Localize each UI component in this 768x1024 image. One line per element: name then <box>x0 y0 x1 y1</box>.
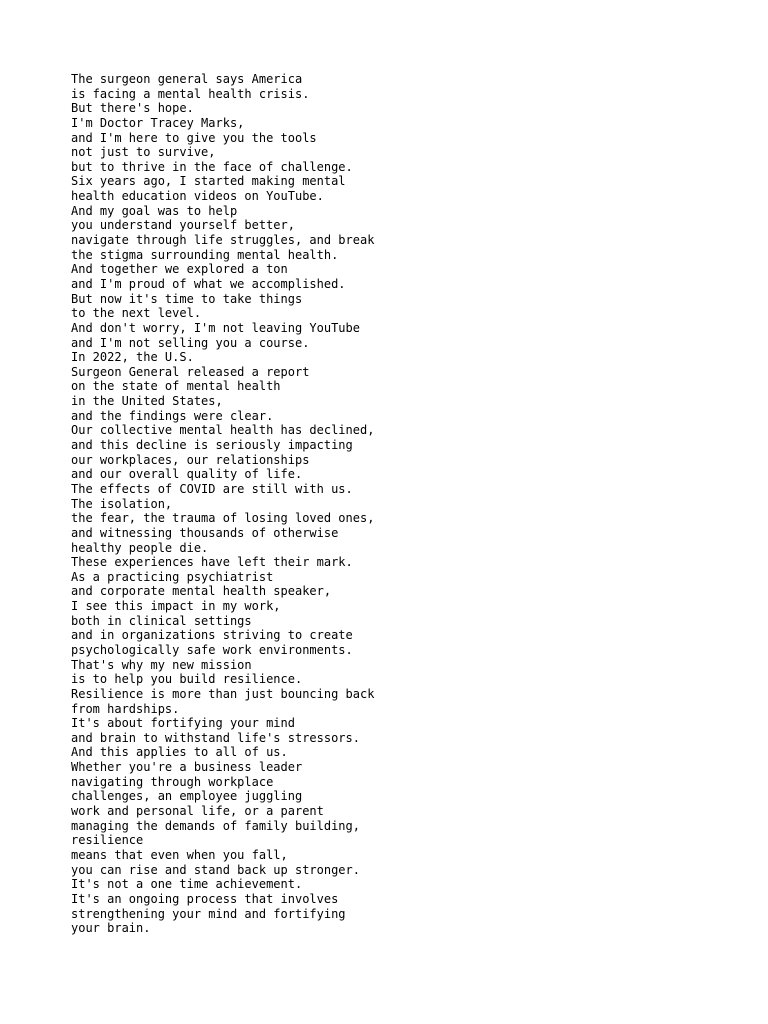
transcript-line: and witnessing thousands of otherwise <box>71 525 339 540</box>
transcript-line: resilience <box>71 833 144 848</box>
transcript-line: But now it's time to take things <box>71 291 303 306</box>
transcript-line: and I'm proud of what we accomplished. <box>71 276 346 291</box>
transcript-line: both in clinical settings <box>71 613 252 628</box>
transcript-line: In 2022, the U.S. <box>71 350 194 365</box>
transcript-line: challenges, an employee juggling <box>71 789 303 804</box>
transcript-line: from hardships. <box>71 701 180 716</box>
transcript-line: healthy people die. <box>71 540 209 555</box>
transcript-line: navigating through workplace <box>71 774 274 789</box>
transcript-line: The isolation, <box>71 496 173 511</box>
transcript-line: As a practicing psychiatrist <box>71 569 274 584</box>
transcript-line: The effects of COVID are still with us. <box>71 481 353 496</box>
transcript-line: you understand yourself better, <box>71 218 295 233</box>
transcript-line: is to help you build resilience. <box>71 672 303 687</box>
transcript-line: That's why my new mission <box>71 657 252 672</box>
transcript-line: and our overall quality of life. <box>71 467 303 482</box>
transcript-line: I'm Doctor Tracey Marks, <box>71 115 245 130</box>
transcript-line: It's not a one time achievement. <box>71 877 303 892</box>
transcript-line: the fear, the trauma of losing loved ones, <box>71 511 375 526</box>
transcript-line: our workplaces, our relationships <box>71 452 310 467</box>
transcript-line: but to thrive in the face of challenge. <box>71 159 353 174</box>
transcript-line: and the findings were clear. <box>71 408 274 423</box>
transcript-line: your brain. <box>71 921 151 936</box>
transcript-line: It's about fortifying your mind <box>71 716 295 731</box>
transcript-line: And this applies to all of us. <box>71 745 288 760</box>
transcript-line: is facing a mental health crisis. <box>71 86 310 101</box>
transcript-line: on the state of mental health <box>71 379 281 394</box>
transcript-line: But there's hope. <box>71 101 194 116</box>
transcript-line: the stigma surrounding mental health. <box>71 247 339 262</box>
transcript-line: strengthening your mind and fortifying <box>71 906 346 921</box>
transcript-line: you can rise and stand back up stronger. <box>71 862 360 877</box>
transcript-line: It's an ongoing process that involves <box>71 891 339 906</box>
transcript-line: health education videos on YouTube. <box>71 189 324 204</box>
transcript-line: Our collective mental health has declined, <box>71 423 375 438</box>
transcript-line: Resilience is more than just bouncing back <box>71 686 375 701</box>
transcript-line: and brain to withstand life's stressors. <box>71 730 360 745</box>
transcript-line: Whether you're a business leader <box>71 760 303 775</box>
transcript-line: work and personal life, or a parent <box>71 804 324 819</box>
transcript-line: And don't worry, I'm not leaving YouTube <box>71 320 360 335</box>
transcript-line: and this decline is seriously impacting <box>71 438 353 453</box>
transcript-line: managing the demands of family building, <box>71 818 360 833</box>
transcript-line: I see this impact in my work, <box>71 599 281 614</box>
transcript-line: means that even when you fall, <box>71 847 288 862</box>
transcript-line: and corporate mental health speaker, <box>71 584 332 599</box>
transcript-line: These experiences have left their mark. <box>71 555 353 570</box>
transcript-line: The surgeon general says America <box>71 72 303 86</box>
transcript-line: in the United States, <box>71 394 223 409</box>
transcript-line: navigate through life struggles, and break <box>71 233 375 248</box>
transcript-line: And my goal was to help <box>71 203 238 218</box>
transcript-line: Surgeon General released a report <box>71 364 310 379</box>
transcript-line: not just to survive, <box>71 145 216 160</box>
transcript-line: and in organizations striving to create <box>71 628 353 643</box>
transcript-line: Six years ago, I started making mental <box>71 174 346 189</box>
transcript-line: and I'm here to give you the tools <box>71 130 317 145</box>
transcript-line: to the next level. <box>71 306 202 321</box>
transcript-line: And together we explored a ton <box>71 262 288 277</box>
transcript-line: and I'm not selling you a course. <box>71 335 310 350</box>
transcript-line: psychologically safe work environments. <box>71 642 353 657</box>
transcript-page <box>71 72 731 936</box>
